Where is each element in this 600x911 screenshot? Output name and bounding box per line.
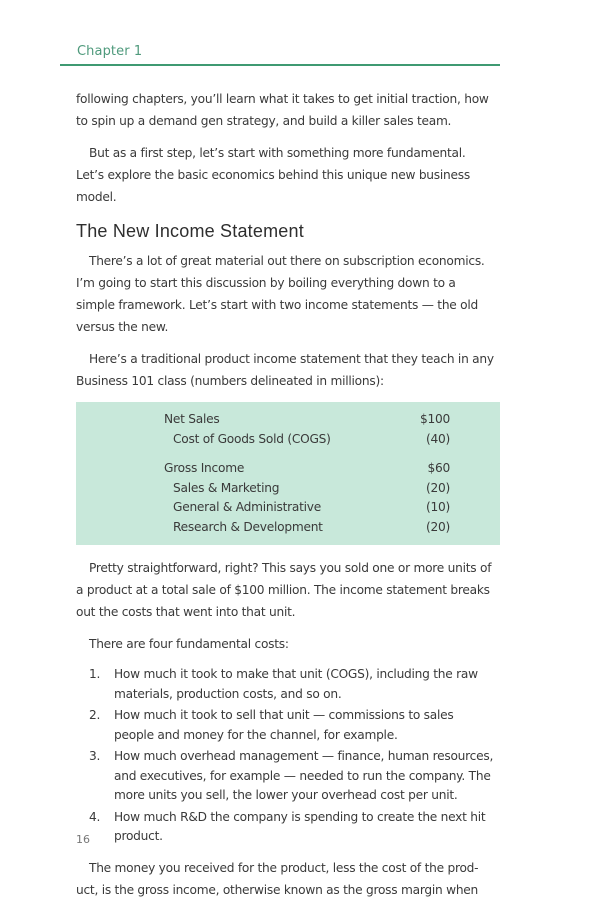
- page-number: 16: [76, 833, 90, 846]
- chapter-label: Chapter 1: [77, 44, 143, 59]
- income-statement-panel: [76, 402, 500, 545]
- statement-label: Research & Development: [173, 519, 323, 534]
- list-text: How much R&D the company is spending to create the next hit product.: [114, 809, 486, 843]
- list-number: 3.: [89, 749, 101, 763]
- statement-label: Sales & Marketing: [173, 480, 280, 495]
- statement-spacer: [76, 449, 500, 459]
- paragraph-traditional-statement: Here’s a traditional product income statement that they teach in any Business 101 class (numbers delineated in millions):: [76, 352, 494, 388]
- list-item: [76, 747, 496, 806]
- statement-value: (20): [425, 480, 450, 495]
- statement-row-general-admin: [164, 498, 450, 518]
- paragraph-subscription-material: There’s a lot of great material out there on subscription economics. I’m going to start this discussion by boiling everything down to a simple framework. Let’s start with two income statements — the old versus the new.: [76, 254, 485, 334]
- statement-label: Net Sales: [164, 412, 220, 426]
- statement-label: General & Administrative: [173, 500, 321, 514]
- list-text: How much overhead management — finance, human resources, and executives, for example — needed to run the company. The more units you sell, the lower your overhead cost per unit.: [114, 749, 494, 802]
- statement-label: Cost of Goods Sold (COGS): [173, 431, 331, 446]
- statement-value: (10): [425, 500, 450, 514]
- statement-value: $60: [427, 461, 450, 475]
- statement-label: Gross Income: [164, 461, 245, 475]
- statement-value: $100: [419, 412, 450, 426]
- statement-value: (40): [425, 431, 450, 446]
- statement-row-research-development: [164, 518, 450, 538]
- list-number: 1.: [89, 667, 101, 681]
- statement-row-gross-income: [164, 459, 450, 479]
- statement-row-cogs: [164, 430, 450, 450]
- paragraph-straightforward: Pretty straightforward, right? This says you sold one or more units of a product at a total sale of $100 million. The income statement breaks out the costs that went into that unit.: [76, 561, 492, 619]
- list-text: How much it took to sell that unit — commissions to sales people and money for the channel, for example.: [114, 708, 454, 742]
- list-item: [76, 808, 496, 847]
- statement-row-sales-marketing: [164, 479, 450, 499]
- statement-value: (20): [425, 519, 450, 534]
- paragraph-gross-income: The money you received for the product, less the cost of the product, is the gross income, otherwise known as the gross margin when: [76, 860, 479, 897]
- list-number: 2.: [89, 708, 101, 722]
- cost-list: [76, 665, 496, 847]
- list-text: How much it took to make that unit (COGS), including the raw materials, production costs, and so on.: [114, 667, 478, 701]
- page-body: [76, 88, 496, 911]
- paragraph-intro-continued: following chapters, you’ll learn what it takes to get initial traction, how to spin up a demand gen strategy, and build a killer sales team.: [76, 92, 489, 128]
- list-item: [76, 665, 496, 704]
- statement-row-net-sales: [164, 410, 450, 430]
- list-number: 4.: [89, 809, 101, 824]
- paragraph-first-step: But as a first step, let’s start with something more fundamental. Let’s explore the basic economics behind this unique new business model.: [76, 146, 470, 204]
- section-heading: The New Income Statement: [76, 221, 304, 241]
- list-item: [76, 706, 496, 745]
- paragraph-four-costs: There are four fundamental costs:: [89, 637, 289, 651]
- header-rule: [60, 64, 500, 66]
